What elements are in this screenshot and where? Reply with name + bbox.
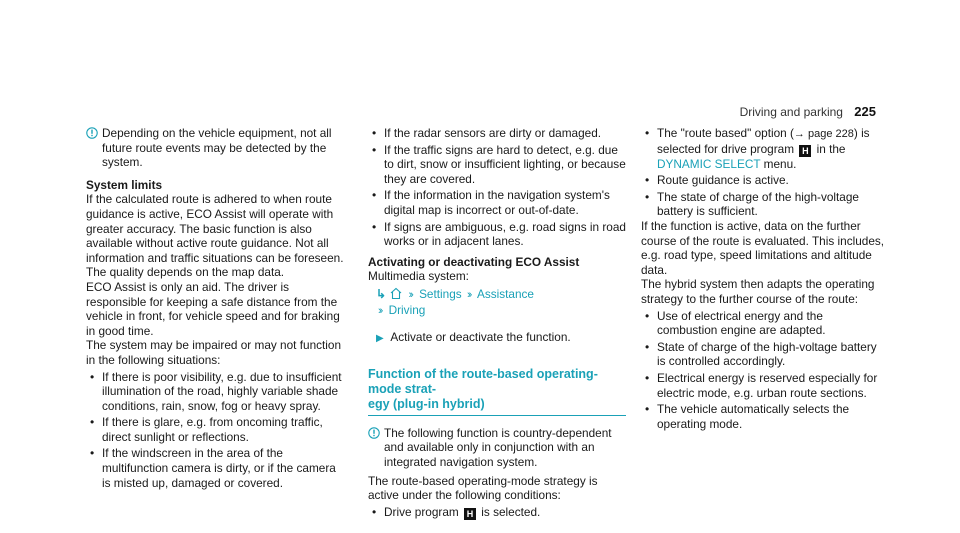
conditions-intro: The route-based operating-mode strategy is active under the following conditions: — [368, 473, 598, 503]
list-item: • Use of electrical energy and the combustion engine are adapted. — [641, 309, 885, 338]
list-item: • If there is glare, e.g. from oncoming traffic, direct sunlight or reflections. — [86, 415, 346, 444]
double-chevron-icon: ›› — [378, 304, 382, 317]
cond-text-a: The "route based" option ( — [657, 126, 794, 140]
note-text: The following function is country-dependent and available only in conjunction with an integrated navigation system. — [384, 425, 612, 469]
cond-prefix: Drive program — [384, 504, 459, 519]
page-number: 225 — [854, 104, 876, 119]
section-label: Driving and parking — [739, 105, 843, 119]
cond-text-c: in the — [816, 141, 846, 156]
nav-path — [368, 287, 626, 303]
column-3 — [641, 126, 885, 431]
note-block — [86, 126, 346, 170]
limits-paragraph-1: If the calculated route is adhered to when route guidance is active, ECO Assist will operate with greater accuracy. The basic function is also available without active route guidance. Not all information and traffic situations can be foreseen. The quality depends on the map data. — [86, 192, 344, 280]
section-title-line-1: Function of the route-based operating-mode strat- — [368, 366, 598, 396]
nav-assistance[interactable]: Assistance — [476, 286, 534, 301]
list-item: • If the information in the navigation system's digital map is incorrect or out-of-date. — [368, 188, 626, 217]
nav-driving[interactable]: Driving — [388, 302, 426, 317]
conditions-list-continued — [641, 126, 885, 219]
function-paragraph-1: If the function is active, data on the further course of the route is evaluated. This includes, e.g. road type, speed limitations and altitude data. — [641, 218, 885, 277]
dynamic-select-menu: DYNAMIC SELECT — [657, 156, 761, 171]
double-chevron-icon: ›› — [466, 288, 471, 301]
arrow-icon: ↳ — [376, 286, 386, 301]
action-text: Activate or deactivate the function. — [390, 330, 571, 345]
list-item: • The vehicle automatically selects the operating mode. — [641, 402, 885, 431]
system-limits-heading: System limits — [86, 177, 163, 192]
list-item — [368, 505, 626, 520]
home-icon[interactable] — [389, 287, 403, 300]
list-item: • If the radar sensors are dirty or damaged. — [368, 126, 626, 141]
list-item: • If the windscreen in the area of the multifunction camera is dirty, or if the camera is misted up, damaged or covered. — [86, 446, 346, 490]
conditions-list — [368, 505, 626, 520]
page-header — [740, 104, 876, 119]
note-icon — [86, 127, 98, 139]
note-icon — [368, 427, 380, 439]
multimedia-label: Multimedia system: — [368, 269, 469, 284]
list-item: • Electrical energy is reserved especially for electric mode, e.g. urban route sections. — [641, 371, 885, 400]
list-item — [641, 126, 885, 171]
list-item: • If the traffic signs are hard to detect, e.g. due to dirt, snow or insufficient lighting, or because they are covered. — [368, 143, 626, 187]
page-reference[interactable]: → page 228 — [793, 128, 854, 140]
note-text: Depending on the vehicle equipment, not all future route events may be detected by the system. — [102, 126, 332, 170]
h-key-icon: H — [464, 508, 476, 520]
note-block-2 — [368, 426, 626, 470]
limits-paragraph-2: ECO Assist is only an aid. The driver is responsible for keeping a safe distance from the vehicle in front, for vehicle speed and for braking in good time. — [86, 279, 340, 338]
limits-list — [86, 370, 346, 491]
list-item: • The state of charge of the high-voltage battery is sufficient. — [641, 190, 885, 219]
list-item: • State of charge of the high-voltage battery is controlled accordingly. — [641, 340, 885, 369]
limits-paragraph-3: The system may be impaired or may not function in the following situations: — [86, 338, 342, 367]
double-chevron-icon: ›› — [408, 288, 412, 301]
list-item: • If signs are ambiguous, e.g. road signs in road works or in adjacent lanes. — [368, 220, 626, 249]
h-key-icon: H — [799, 145, 811, 157]
nav-path-cont — [368, 303, 626, 319]
action-line — [368, 330, 626, 347]
section-title-line-2: egy (plug-in hybrid) — [368, 396, 485, 411]
nav-settings[interactable]: Settings — [419, 286, 462, 301]
triangle-icon: ▶ — [376, 333, 384, 345]
column-2 — [368, 126, 626, 520]
list-item: • If there is poor visibility, e.g. due to insufficient illumination of the road, highly variable shade conditions, rain, snow, fog or heavy spray. — [86, 370, 346, 414]
section-title — [368, 367, 626, 416]
limits-list-continued — [368, 126, 626, 249]
cond-text-d: menu. — [763, 156, 797, 171]
activate-heading: Activating or deactivating ECO Assist — [368, 254, 580, 269]
list-item: • Route guidance is active. — [641, 173, 885, 188]
cond-text-b: ) is selected for drive program — [657, 126, 870, 156]
function-paragraph-2: The hybrid system then adapts the operating strategy to the further course of the route: — [641, 277, 875, 306]
column-1 — [86, 126, 346, 490]
adaptation-list — [641, 309, 885, 432]
cond-suffix: is selected. — [481, 504, 541, 519]
